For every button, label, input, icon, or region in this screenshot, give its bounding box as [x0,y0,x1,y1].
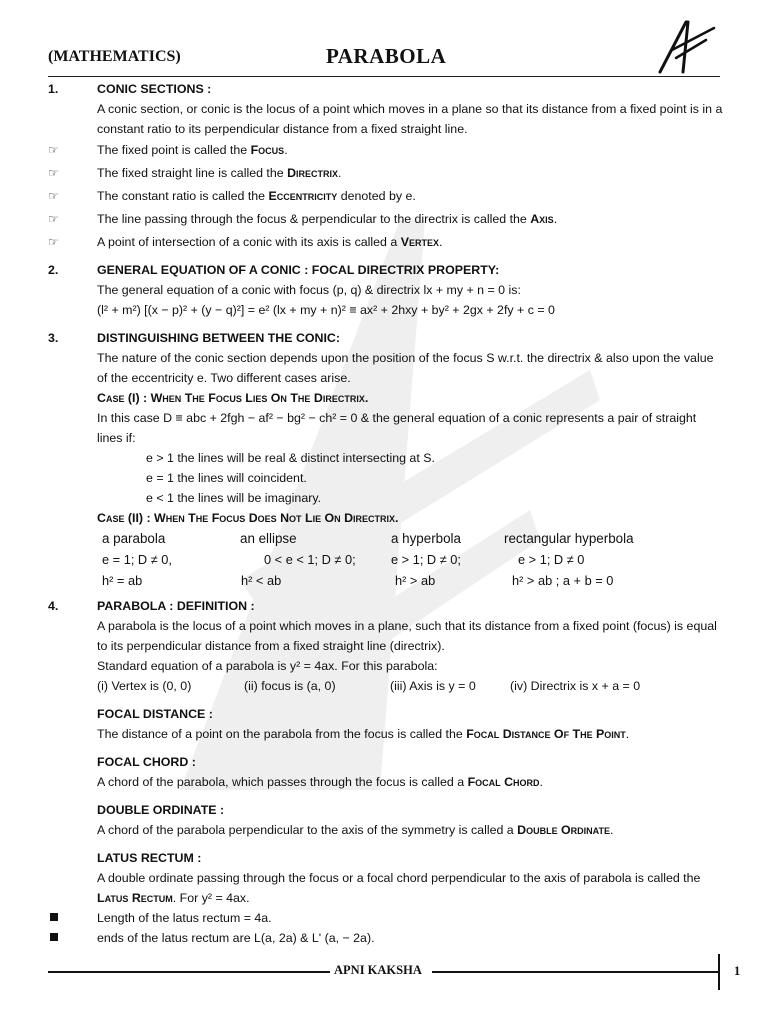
subheading-focal-chord: FOCAL CHORD : [97,755,196,769]
bullet-text: The fixed point is called the [97,143,251,157]
list-item-text: Length of the latus rectum = 4a. [97,911,272,925]
e-condition: 0 < e < 1; D ≠ 0; [264,552,356,567]
bullet-text: The fixed straight line is called the [97,166,288,180]
paragraph: A conic section, or conic is the locus of a point which moves in a plane so that its distance from a fixed point is in a constant ratio to its perpendicular distance from a fixed straight line. [97,102,723,136]
bullet-item [48,140,724,160]
page-number: 1 [734,964,741,978]
term: Latus Rectum [97,891,173,905]
list-item [48,908,724,928]
property: (ii) focus is (a, 0) [244,679,336,693]
section-heading: GENERAL EQUATION OF A CONIC : FOCAL DIRECTRIX PROPERTY: [97,263,500,277]
section-distinguishing-conic [48,328,724,448]
section-general-equation [48,260,724,320]
h-conditions-row [48,570,724,591]
bullet-text: The constant ratio is called the [97,189,269,203]
bullet-text-end: . [439,235,443,249]
section-number: 3. [48,331,59,345]
text-end: . For y² = 4ax. [172,891,250,905]
paragraph: In this case D ≡ abc + 2fgh − af² − bg² − ch² = 0 & the general equation of a conic represents a pair of straight lines if: [97,411,697,445]
page-title: PARABOLA [326,44,447,68]
subheading-focal-distance: FOCAL DISTANCE : [97,707,213,721]
list-item [48,928,724,948]
apni-kaksha-logo [656,18,722,74]
section-conic-sections [48,79,724,139]
term: Vertex [400,235,440,249]
bullet-item [48,209,724,229]
section-number: 4. [48,599,59,613]
pointing-hand-icon: ☞ [48,235,59,249]
paragraph [97,820,724,840]
h-condition: h² > ab [395,573,436,588]
square-bullet-icon [50,933,58,941]
content [48,79,724,948]
bullet-item [48,163,724,183]
equation: (l² + m²) [(x − p)² + (y − q)²] = e² (lx + my + n)² ≡ ax² + 2hxy + by² + 2gx + 2fy + c = 0 [97,303,555,317]
list-item-text: ends of the latus rectum are L(a, 2a) & L' (a, − 2a). [97,931,375,945]
bullet-text-end: denoted by e. [337,189,416,203]
paragraph [97,868,724,908]
bullet-text-end: . [553,212,558,226]
footer [48,960,741,984]
text-end: . [610,823,614,837]
text: A double ordinate passing through the focus or a focal chord perpendicular to the axis of parabola is called the [97,871,701,885]
conic-type: rectangular hyperbola [504,531,634,546]
term: Focus [250,143,285,157]
section-heading: DISTINGUISHING BETWEEN THE CONIC: [97,331,340,345]
footer-rule-left [48,971,330,973]
paragraph: The general equation of a conic with focus (p, q) & directrix lx + my + n = 0 is: [97,283,521,297]
e-conditions-row [48,549,724,570]
h-condition: h² = ab [102,573,143,588]
bullet-text: The line passing through the focus & perpendicular to the directrix is called the [97,212,531,226]
h-condition: h² < ab [241,573,282,588]
section-parabola-definition [48,596,724,908]
conic-types-row [48,528,724,549]
subject-label: (MATHEMATICS) [48,48,181,65]
paragraph [97,772,724,792]
header-rule [48,76,720,77]
term: Eccentricity [268,189,338,203]
condition: e = 1 the lines will coincident. [146,471,307,485]
text-end: . [539,775,543,789]
bullet-text-end: . [338,166,342,180]
paragraph: The nature of the conic section depends upon the position of the focus S w.r.t. the directrix & also upon the value of the eccentricity e. Two different cases arise. [97,351,714,385]
section-number: 1. [48,82,59,96]
square-bullet-icon [50,913,58,921]
term: Axis [530,212,554,226]
e-condition: e > 1; D ≠ 0 [518,552,585,567]
conic-type: an ellipse [240,531,297,546]
conic-type: a hyperbola [391,531,461,546]
bullet-item [48,186,724,206]
term: Focal Distance Of The Point [466,727,626,741]
e-condition: e = 1; D ≠ 0, [102,552,172,567]
term: Directrix [287,166,339,180]
text: The distance of a point on the parabola from the focus is called the [97,727,467,741]
text: A chord of the parabola perpendicular to the axis of the symmetry is called a [97,823,518,837]
condition: e < 1 the lines will be imaginary. [146,491,322,505]
pointing-hand-icon: ☞ [48,166,59,180]
conic-type: a parabola [102,531,166,546]
e-condition: e > 1; D ≠ 0; [391,552,461,567]
pointing-hand-icon: ☞ [48,189,59,203]
footer-rule-right [432,971,718,973]
term: Focal Chord [467,775,540,789]
section-heading: CONIC SECTIONS : [97,82,212,96]
pointing-hand-icon: ☞ [48,212,59,226]
paragraph: A parabola is the locus of a point which moves in a plane, such that its distance from a fixed point (focus) is equal to its perpendicular distance from a fixed straight line (directrix). [97,619,717,653]
property: (iv) Directrix is x + a = 0 [510,679,641,693]
footer-divider [718,954,720,990]
term: Double Ordinate [517,823,611,837]
property: (i) Vertex is (0, 0) [97,679,192,693]
case-heading: Case (I) : When The Focus Lies On The Directrix. [97,391,369,405]
bullet-text-end: . [284,143,288,157]
footer-brand: APNI KAKSHA [334,963,422,977]
text: A chord of the parabola, which passes through the focus is called a [97,775,468,789]
property: (iii) Axis is y = 0 [390,679,476,693]
h-condition: h² > ab ; a + b = 0 [512,573,614,588]
bullet-text: A point of intersection of a conic with its axis is called a [97,235,401,249]
subheading-latus-rectum: LATUS RECTUM : [97,851,202,865]
condition: e > 1 the lines will be real & distinct intersecting at S. [146,451,435,465]
pointing-hand-icon: ☞ [48,143,59,157]
parabola-properties [97,676,724,696]
paragraph [97,724,724,744]
subheading-double-ordinate: DOUBLE ORDINATE : [97,803,225,817]
text-end: . [625,727,630,741]
bullet-item [48,232,724,252]
section-heading: PARABOLA : DEFINITION : [97,599,255,613]
section-number: 2. [48,263,59,277]
case-heading: Case (II) : When The Focus Does Not Lie On Directrix. [97,511,399,525]
paragraph: Standard equation of a parabola is y² = 4ax. For this parabola: [97,659,438,673]
